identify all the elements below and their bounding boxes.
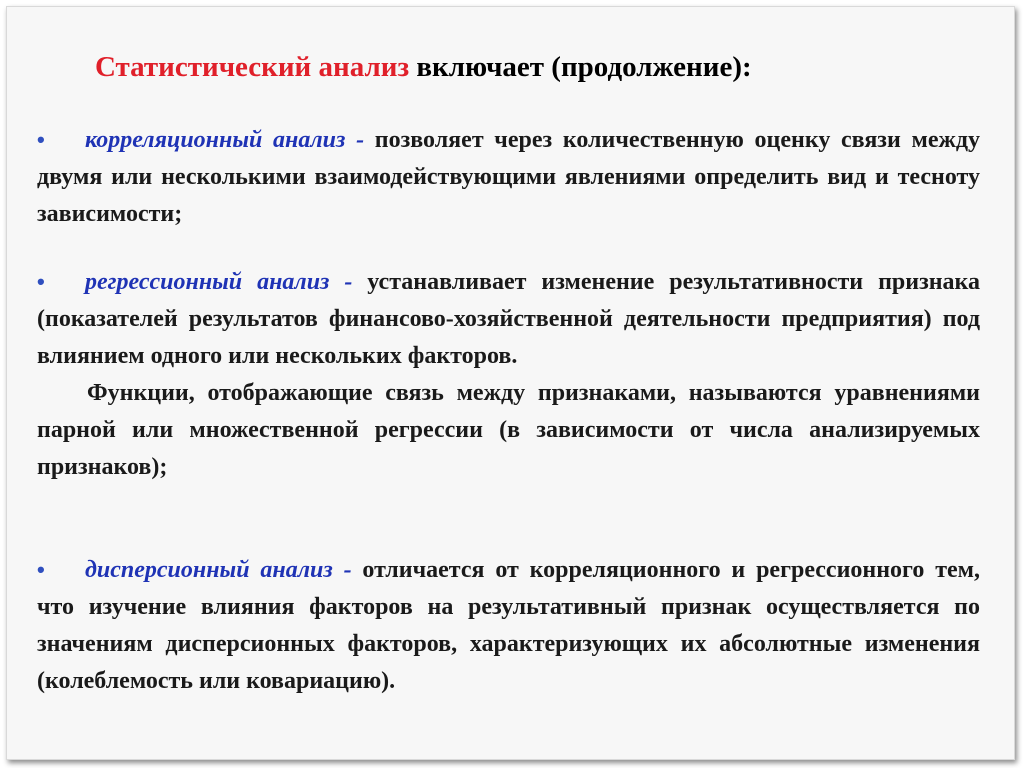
item-text: отличается от корреляционного и регрессионного тем, что изучение влияния факторов на результативный признак осуществляется по значениям дисперсионных факторов, характеризующих их абсолютные изменения (колеблемость или ковариацию). <box>37 557 980 694</box>
list-item-paragraph <box>37 551 980 700</box>
term-regression: регрессионный анализ - <box>85 269 353 295</box>
term-correlation: корреляционный анализ - <box>85 127 365 153</box>
regression-functions-paragraph: Функции, отображающие связь между признаками, называются уравнениями парной или множественной регрессии (в зависимости от числа анализируемых признаков); <box>37 380 980 480</box>
list-item-paragraph <box>37 263 980 375</box>
title-rest: включает (продолжение): <box>416 51 752 83</box>
list-item-correlation <box>37 121 980 233</box>
item-text: устанавливает изменение результативности признака (показателей результатов финансово-хозяйственной деятельности предприятия) под влиянием одного или нескольких факторов. <box>37 269 981 369</box>
list-item-regression <box>37 263 980 486</box>
slide-title <box>95 51 752 84</box>
bullet-icon: • <box>37 127 45 152</box>
term-dispersion: дисперсионный анализ - <box>85 557 352 583</box>
list-item-paragraph <box>37 121 980 233</box>
bullet-icon: • <box>37 557 45 582</box>
slide <box>6 6 1015 760</box>
title-highlight: Статистический анализ <box>95 51 410 83</box>
item-text: позволяет через количественную оценку связи между двумя или несколькими взаимодействующими явлениями определить вид и тесноту зависимости; <box>37 127 981 227</box>
list-item-dispersion <box>37 551 980 700</box>
bullet-icon: • <box>37 269 45 294</box>
